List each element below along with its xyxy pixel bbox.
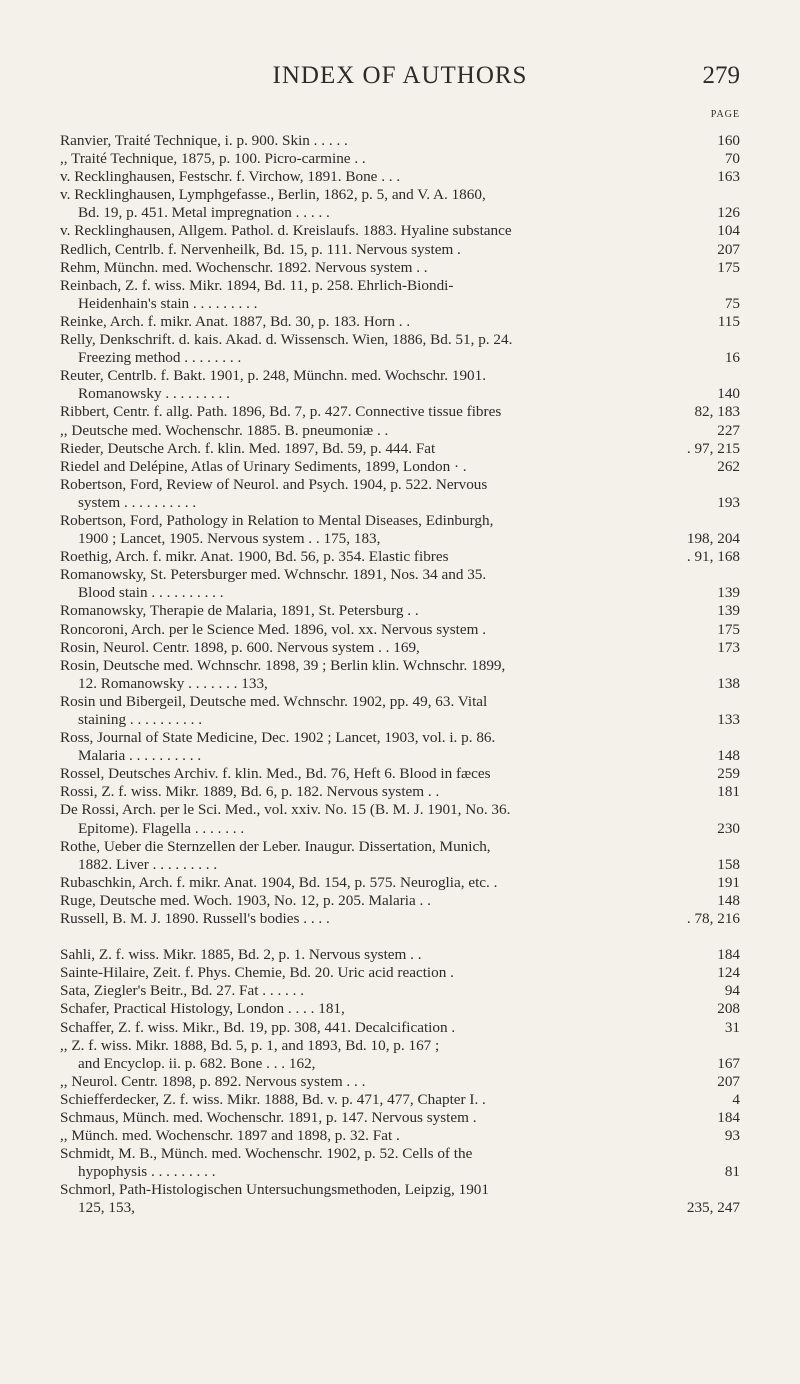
entry-text: Schmorl, Path-Histologischen Untersuchungsmethoden, Leipzig, 1901: [60, 1181, 489, 1199]
entry-text: hypophysis . . . . . . . . .: [78, 1163, 216, 1181]
entry-text: Reuter, Centrlb. f. Bakt. 1901, p. 248, Münchn. med. Wochschr. 1901.: [60, 367, 487, 385]
entry-pages: 181: [713, 783, 740, 801]
entry-text: Roethig, Arch. f. mikr. Anat. 1900, Bd. 56, p. 354. Elastic fibres: [60, 548, 449, 566]
entry-pages: 139: [713, 584, 740, 602]
entry-text: Robertson, Ford, Review of Neurol. and Psych. 1904, p. 522. Nervous: [60, 475, 488, 493]
entry-pages: 175: [713, 259, 740, 277]
index-entry: [60, 639, 740, 657]
index-entry: [60, 602, 740, 620]
index-entry: [60, 1109, 740, 1127]
index-entry: [60, 548, 740, 566]
entry-pages: . 97, 215: [683, 440, 740, 458]
entry-text: Romanowsky . . . . . . . . .: [78, 385, 230, 403]
index-entry: [60, 566, 740, 602]
entry-pages: 94: [721, 982, 740, 1000]
entry-pages: 160: [713, 132, 740, 150]
entry-text: Schmidt, M. B., Münch. med. Wochenschr. 1902, p. 52. Cells of the: [60, 1145, 473, 1163]
author-index: [60, 132, 740, 1218]
entry-pages: 198, 204: [683, 530, 740, 548]
entry-pages: 93: [721, 1127, 740, 1145]
entry-text: ,, Traité Technique, 1875, p. 100. Picro-carmine . .: [60, 150, 366, 168]
index-entry: [60, 331, 740, 367]
entry-pages: . 78, 216: [683, 910, 740, 928]
entry-text: system . . . . . . . . . .: [78, 493, 197, 511]
entry-text: Malaria . . . . . . . . . .: [78, 747, 202, 765]
entry-text: Rieder, Deutsche Arch. f. klin. Med. 1897, Bd. 59, p. 444. Fat: [60, 439, 436, 457]
index-entry: [60, 874, 740, 892]
entry-pages: 207: [713, 1073, 740, 1091]
entry-text: ,, Neurol. Centr. 1898, p. 892. Nervous system . . .: [60, 1072, 366, 1090]
index-entry: [60, 222, 740, 240]
entry-text: Reinke, Arch. f. mikr. Anat. 1887, Bd. 30, p. 183. Horn . .: [60, 312, 411, 330]
index-entry: [60, 964, 740, 982]
index-entry: [60, 476, 740, 512]
entry-pages: 104: [713, 222, 740, 240]
entry-pages: 167: [713, 1055, 740, 1073]
index-entry: [60, 892, 740, 910]
entry-text: Russell, B. M. J. 1890. Russell's bodies . . . .: [60, 910, 330, 928]
index-entry: [60, 801, 740, 837]
entry-pages: 139: [713, 602, 740, 620]
entry-text: 1882. Liver . . . . . . . . .: [78, 855, 218, 873]
entry-text: Sata, Ziegler's Beitr., Bd. 27. Fat . . . . . .: [60, 982, 305, 1000]
index-entry: [60, 440, 740, 458]
index-entry: [60, 313, 740, 331]
index-entry: [60, 512, 740, 548]
entry-text: v. Recklinghausen, Lymphgefasse., Berlin, 1862, p. 5, and V. A. 1860,: [60, 186, 486, 204]
entry-pages: 207: [713, 241, 740, 259]
entry-text: Schafer, Practical Histology, London . . . . 181,: [60, 1000, 345, 1018]
entry-pages: 173: [713, 639, 740, 657]
entry-text: Rubaschkin, Arch. f. mikr. Anat. 1904, Bd. 154, p. 575. Neuroglia, etc. .: [60, 873, 498, 891]
entry-pages: 184: [713, 946, 740, 964]
entry-pages: 262: [713, 458, 740, 476]
index-entry: [60, 621, 740, 639]
entry-text: Redlich, Centrlb. f. Nervenheilk, Bd. 15, p. 111. Nervous system .: [60, 240, 461, 258]
entry-pages: . 91, 168: [683, 548, 740, 566]
entry-text: Heidenhain's stain . . . . . . . . .: [78, 294, 258, 312]
entry-text: Blood stain . . . . . . . . . .: [78, 584, 224, 602]
entry-pages: 193: [713, 494, 740, 512]
entry-text: Schmaus, Münch. med. Wochenschr. 1891, p. 147. Nervous system .: [60, 1108, 477, 1126]
page-header: [60, 62, 740, 98]
entry-pages: 148: [713, 747, 740, 765]
entry-text: Ross, Journal of State Medicine, Dec. 1902 ; Lancet, 1903, vol. i. p. 86.: [60, 729, 496, 747]
entry-pages: 4: [728, 1091, 740, 1109]
entry-pages: 184: [713, 1109, 740, 1127]
entry-text: Rosin, Neurol. Centr. 1898, p. 600. Nervous system . . 169,: [60, 638, 420, 656]
index-entry: [60, 132, 740, 150]
entry-text: 12. Romanowsky . . . . . . . 133,: [78, 674, 268, 692]
index-entry: [60, 657, 740, 693]
entry-text: v. Recklinghausen, Festschr. f. Virchow, 1891. Bone . . .: [60, 168, 401, 186]
index-entry: [60, 783, 740, 801]
entry-text: staining . . . . . . . . . .: [78, 711, 203, 728]
entry-pages: 126: [713, 204, 740, 222]
entry-text: Ranvier, Traité Technique, i. p. 900. Skin . . . . .: [60, 132, 348, 149]
index-entry: [60, 422, 740, 440]
entry-text: Rosin und Bibergeil, Deutsche med. Wchnschr. 1902, pp. 49, 63. Vital: [60, 692, 488, 710]
index-entry: [60, 838, 740, 874]
entry-pages: 133: [713, 711, 740, 729]
entry-pages: 140: [713, 385, 740, 403]
entry-pages: 16: [721, 349, 740, 367]
entry-text: Epitome). Flagella . . . . . . .: [78, 819, 245, 837]
entry-pages: 227: [713, 422, 740, 440]
index-entry: [60, 168, 740, 186]
index-entry: [60, 1037, 740, 1073]
entry-pages: 31: [721, 1019, 740, 1037]
entry-text: Riedel and Delépine, Atlas of Urinary Sediments, 1899, London · .: [60, 457, 467, 475]
entry-text: 125, 153,: [78, 1199, 135, 1217]
entry-text: Ruge, Deutsche med. Woch. 1903, No. 12, p. 205. Malaria . .: [60, 891, 431, 909]
entry-text: De Rossi, Arch. per le Sci. Med., vol. xxiv. No. 15 (B. M. J. 1901, No. 36.: [60, 801, 511, 819]
page-column-label: PAGE: [710, 109, 740, 120]
index-entries-s: [60, 946, 740, 1217]
entry-pages: 175: [713, 621, 740, 639]
entry-pages: 124: [713, 964, 740, 982]
index-entry: [60, 150, 740, 168]
entry-pages: 81: [721, 1163, 740, 1181]
entry-text: Reinbach, Z. f. wiss. Mikr. 1894, Bd. 11, p. 258. Ehrlich-Biondi-: [60, 276, 454, 294]
index-entry: [60, 458, 740, 476]
entry-text: v. Recklinghausen, Allgem. Pathol. d. Kreislaufs. 1883. Hyaline substance: [60, 222, 512, 240]
page-number: 279: [702, 62, 740, 89]
running-title: INDEX OF AUTHORS: [272, 62, 528, 89]
entry-text: 1900 ; Lancet, 1905. Nervous system . . 175, 183,: [78, 530, 381, 548]
entry-text: Schiefferdecker, Z. f. wiss. Mikr. 1888, Bd. v. p. 471, 477, Chapter I. .: [60, 1090, 486, 1108]
entry-pages: 138: [713, 675, 740, 693]
entry-text: Relly, Denkschrift. d. kais. Akad. d. Wissensch. Wien, 1886, Bd. 51, p. 24.: [60, 331, 513, 349]
entry-pages: 82, 183: [690, 403, 740, 421]
entry-pages: 235, 247: [683, 1199, 740, 1217]
index-entry: [60, 1000, 740, 1018]
index-entry: [60, 403, 740, 421]
index-entry: [60, 729, 740, 765]
entry-text: Roncoroni, Arch. per le Science Med. 1896, vol. xx. Nervous system .: [60, 620, 487, 638]
entry-text: Rothe, Ueber die Sternzellen der Leber. Inaugur. Dissertation, Munich,: [60, 837, 491, 855]
entry-pages: 115: [714, 313, 740, 331]
entry-pages: 230: [713, 820, 740, 838]
entry-pages: 259: [713, 765, 740, 783]
entry-text: Romanowsky, St. Petersburger med. Wchnschr. 1891, Nos. 34 and 35.: [60, 566, 487, 584]
index-entry: [60, 259, 740, 277]
entry-pages: 75: [721, 295, 740, 313]
index-entry: [60, 1073, 740, 1091]
entry-text: Romanowsky, Therapie de Malaria, 1891, St. Petersburg . .: [60, 602, 419, 620]
section-gap: [60, 928, 740, 946]
entry-text: Rosin, Deutsche med. Wchnschr. 1898, 39 ; Berlin klin. Wchnschr. 1899,: [60, 656, 506, 674]
index-entry: [60, 277, 740, 313]
entry-pages: 158: [713, 856, 740, 874]
entry-text: Rossel, Deutsches Archiv. f. klin. Med., Bd. 76, Heft 6. Blood in fæces: [60, 765, 491, 783]
index-entry: [60, 1181, 740, 1217]
entry-text: Robertson, Ford, Pathology in Relation to Mental Diseases, Edinburgh,: [60, 511, 494, 529]
index-entry: [60, 910, 740, 928]
entry-text: Bd. 19, p. 451. Metal impregnation . . . . .: [78, 204, 330, 222]
index-entry: [60, 693, 740, 729]
entry-pages: 148: [713, 892, 740, 910]
index-entry: [60, 765, 740, 783]
index-entry: [60, 1127, 740, 1145]
entry-text: Sainte-Hilaire, Zeit. f. Phys. Chemie, Bd. 20. Uric acid reaction .: [60, 964, 454, 982]
index-entry: [60, 186, 740, 222]
entry-text: Rossi, Z. f. wiss. Mikr. 1889, Bd. 6, p. 182. Nervous system . .: [60, 783, 440, 801]
entry-pages: 163: [713, 168, 740, 186]
entry-text: ,, Z. f. wiss. Mikr. 1888, Bd. 5, p. 1, and 1893, Bd. 10, p. 167 ;: [60, 1036, 440, 1054]
index-entry: [60, 367, 740, 403]
entry-text: Schaffer, Z. f. wiss. Mikr., Bd. 19, pp. 308, 441. Decalcification .: [60, 1018, 456, 1036]
entry-pages: 70: [721, 150, 740, 168]
entry-text: and Encyclop. ii. p. 682. Bone . . . 162,: [78, 1054, 316, 1072]
entry-text: Ribbert, Centr. f. allg. Path. 1896, Bd. 7, p. 427. Connective tissue fibres: [60, 403, 502, 421]
entry-text: Sahli, Z. f. wiss. Mikr. 1885, Bd. 2, p. 1. Nervous system . .: [60, 946, 422, 964]
entry-text: ,, Münch. med. Wochenschr. 1897 and 1898, p. 32. Fat .: [60, 1127, 400, 1145]
index-entry: [60, 982, 740, 1000]
index-entry: [60, 1091, 740, 1109]
entry-text: Rehm, Münchn. med. Wochenschr. 1892. Nervous system . .: [60, 258, 428, 276]
entry-pages: 208: [713, 1000, 740, 1018]
index-entry: [60, 946, 740, 964]
index-entry: [60, 1145, 740, 1181]
index-entry: [60, 1019, 740, 1037]
entry-pages: 191: [713, 874, 740, 892]
index-entry: [60, 241, 740, 259]
entry-text: ,, Deutsche med. Wochenschr. 1885. B. pneumoniæ . .: [60, 421, 389, 439]
index-entries-r: [60, 132, 740, 928]
entry-text: Freezing method . . . . . . . .: [78, 349, 242, 367]
